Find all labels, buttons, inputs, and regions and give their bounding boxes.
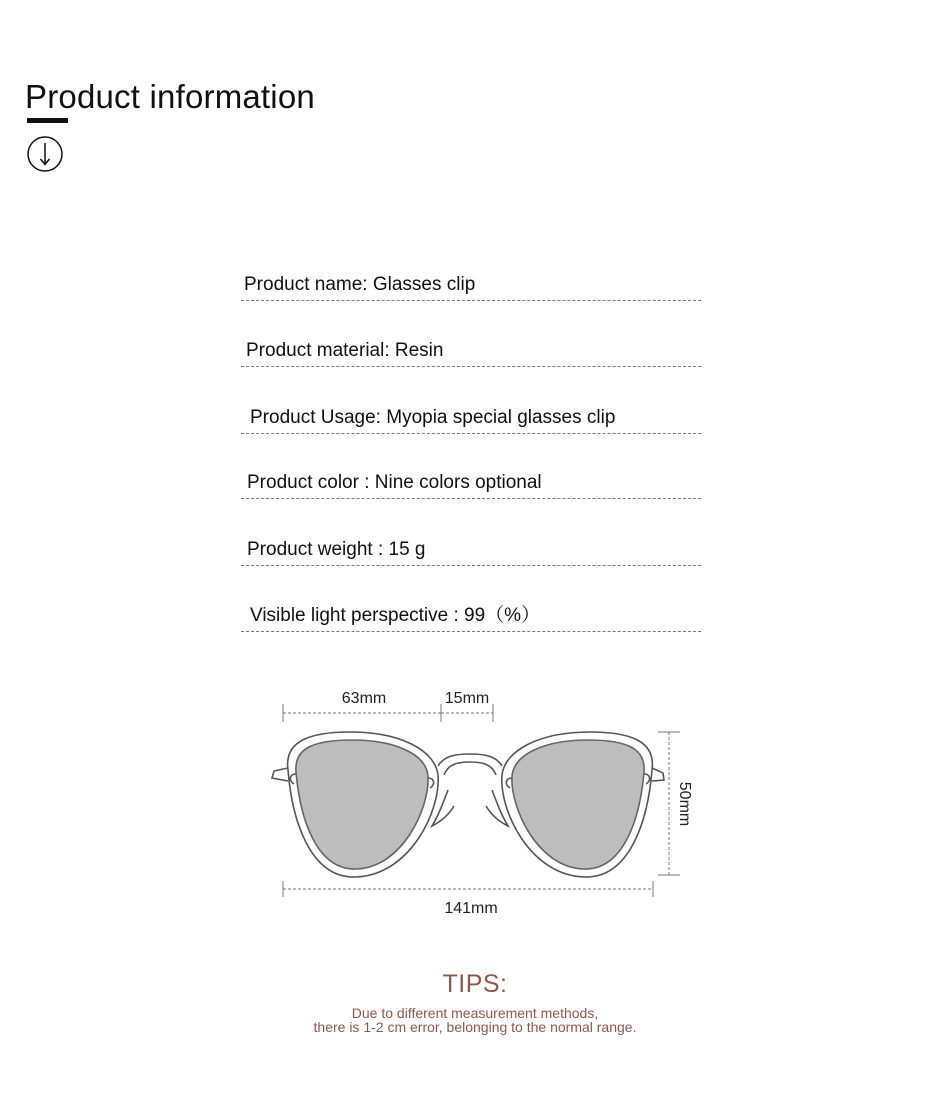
total-width-label: 141mm bbox=[444, 900, 498, 917]
spec-row-name bbox=[241, 272, 701, 301]
spec-row-material bbox=[241, 338, 701, 367]
bridge-width-label: 15mm bbox=[444, 690, 490, 707]
spec-row-weight bbox=[241, 537, 701, 566]
bridge-width-dimension bbox=[441, 690, 493, 722]
spec-material-text: Product material: Resin bbox=[246, 340, 444, 361]
spec-color-text: Product color : Nine colors optional bbox=[247, 472, 542, 493]
total-width-dimension bbox=[283, 881, 653, 917]
lens-height-dimension bbox=[658, 732, 693, 875]
tips-title: TIPS: bbox=[442, 970, 508, 998]
glasses-frame bbox=[272, 732, 664, 877]
lens-width-dimension bbox=[283, 690, 441, 722]
spec-light-text: Visible light perspective : 99（%） bbox=[250, 605, 541, 626]
spec-row-color bbox=[241, 470, 701, 499]
spec-name-text: Product name: Glasses clip bbox=[244, 274, 476, 295]
spec-weight-text: Product weight : 15 g bbox=[247, 539, 426, 560]
tips-line-1: Due to different measurement methods, bbox=[351, 1005, 599, 1021]
glasses-dimension-diagram bbox=[260, 680, 693, 925]
page-title: Product information bbox=[25, 78, 315, 115]
down-arrow-circle-icon bbox=[26, 135, 64, 173]
spec-row-usage bbox=[241, 405, 701, 434]
spec-row-light bbox=[241, 603, 701, 632]
spec-usage-text: Product Usage: Myopia special glasses clip bbox=[250, 407, 616, 428]
lens-width-label: 63mm bbox=[341, 690, 387, 707]
lens-height-label: 50mm bbox=[676, 781, 693, 827]
tips-line-2: there is 1-2 cm error, belonging to the normal range. bbox=[313, 1019, 637, 1035]
title-underline bbox=[27, 118, 68, 123]
